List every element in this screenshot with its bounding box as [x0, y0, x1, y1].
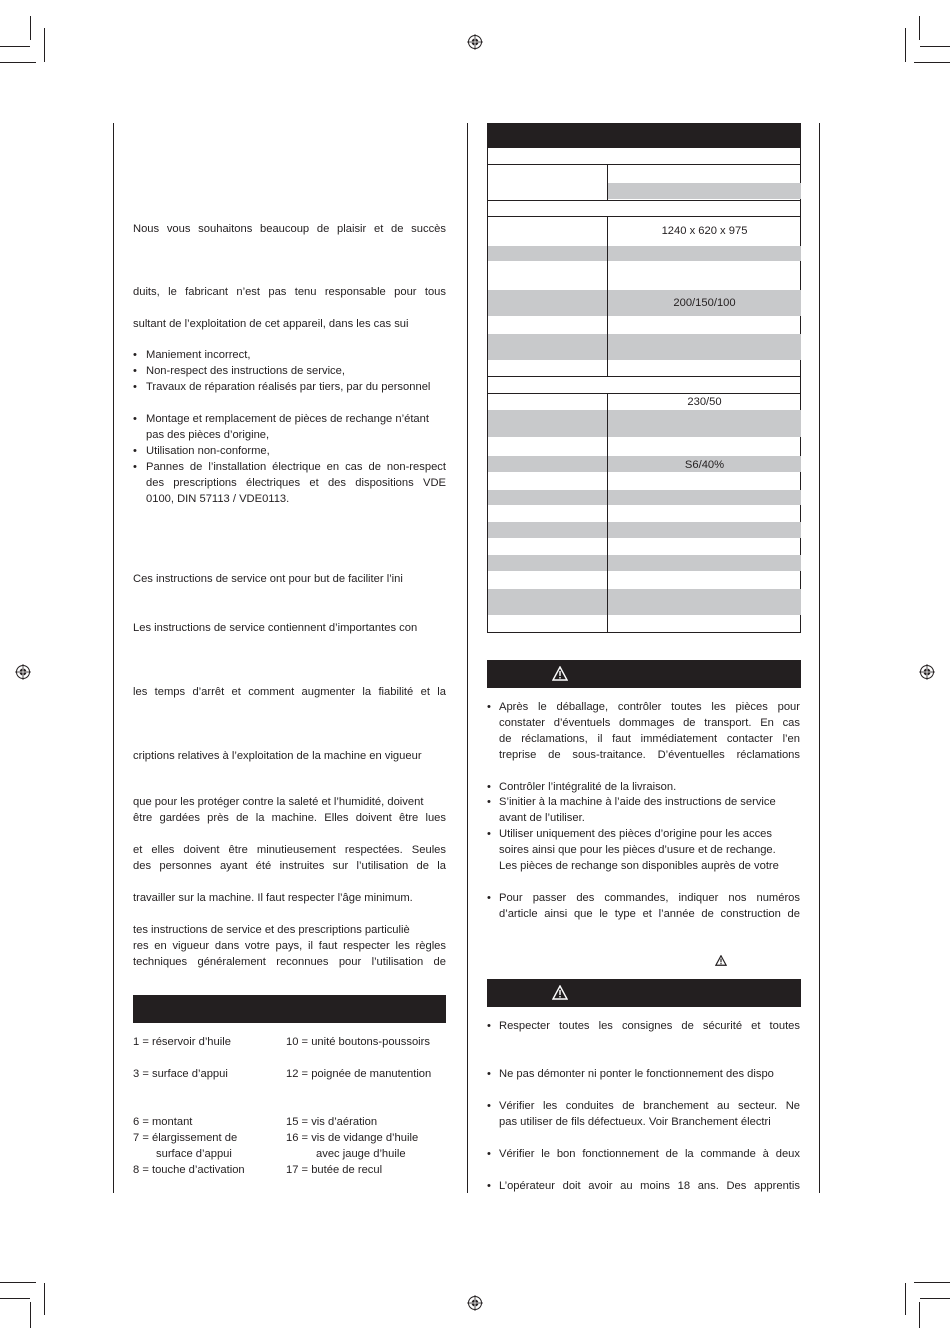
table-rule [488, 164, 801, 165]
body-line: les temps d’arrêt et comment augmenter la fiabilité et la [133, 686, 446, 698]
part-label: 8 = touche d’activation [133, 1164, 245, 1176]
part-label: avec jauge d’huile [316, 1148, 406, 1160]
crop-mark [919, 1302, 920, 1328]
body-line: sultant de l’exploitation de cet appareil, dans les cas sui [133, 318, 409, 330]
body-line: Les instructions de service contiennent d’importantes con [133, 622, 418, 634]
body-line: techniques généralement reconnues pour l’utilisation de [133, 956, 446, 968]
part-label: 6 = montant [133, 1116, 193, 1128]
body-line: criptions relatives à l’exploitation de la machine en vigueur [133, 750, 422, 762]
crop-mark [914, 1282, 950, 1283]
list-item: Vérifier les conduites de branchement au secteur. Ne [499, 1100, 800, 1112]
list-item: Contrôler l’intégralité de la livraison. [499, 781, 677, 793]
crop-mark [905, 1283, 906, 1315]
duty-value: S6/40% [684, 459, 725, 471]
part-label: 10 = unité boutons-poussoirs [286, 1036, 430, 1048]
body-line: res en vigueur dans votre pays, il faut respecter les règles [133, 940, 446, 952]
voltage-value: 230/50 [687, 396, 722, 408]
crop-mark [920, 46, 950, 47]
part-label: 17 = butée de recul [286, 1164, 383, 1176]
list-item: Vérifier le bon fonctionnement de la commande à deux [499, 1148, 800, 1160]
crop-mark [30, 1302, 31, 1328]
list-item: Utilisation non-conforme, [146, 445, 270, 457]
body-line: que pour les protéger contre la saleté et l’humidité, doivent [133, 796, 424, 808]
list-item: Les pièces de rechange son disponibles auprès de votre [499, 860, 779, 872]
part-label: 7 = élargissement de [133, 1132, 238, 1144]
bullet-marker: • [487, 892, 491, 904]
crop-mark [0, 1298, 30, 1299]
table-header-bar [487, 123, 801, 148]
table-divider [607, 394, 608, 633]
bullet-marker: • [133, 381, 137, 393]
column-rule [819, 123, 820, 1193]
table-divider [607, 165, 608, 200]
bullet-marker: • [133, 349, 137, 361]
part-label: 3 = surface d’appui [133, 1068, 228, 1080]
bullet-marker: • [487, 1100, 491, 1112]
registration-mark-icon [467, 1295, 483, 1311]
list-item: Montage et remplacement de pièces de rechange n’étant [146, 413, 429, 425]
table-row-shade [488, 589, 801, 615]
list-item: avant de l’utiliser. [499, 812, 585, 824]
crop-mark [0, 46, 30, 47]
bullet-marker: • [487, 1068, 491, 1080]
registration-mark-icon [15, 664, 31, 680]
bullet-marker: • [487, 1180, 491, 1192]
body-line: et elles doivent être minutieusement respectées. Seules [133, 844, 446, 856]
crop-mark [905, 28, 906, 62]
bullet-marker: • [487, 701, 491, 713]
table-row-shade [488, 246, 801, 261]
warning-icon [552, 985, 568, 1000]
bullet-marker: • [487, 1148, 491, 1160]
list-item: d’article ainsi que le type et l’année de construction de [499, 908, 800, 920]
list-item: Maniement incorrect, [146, 349, 251, 361]
list-item: Pour passer des commandes, indiquer nos numéros [499, 892, 800, 904]
part-label: surface d’appui [156, 1148, 232, 1160]
table-row-shade [488, 334, 801, 360]
list-item: Ne pas démonter ni ponter le fonctionnement des dispo [499, 1068, 774, 1080]
warning-icon [715, 955, 727, 966]
body-line: être gardées près de la machine. Elles doivent être lues [133, 812, 446, 824]
bullet-marker: • [133, 445, 137, 457]
list-item: L’opérateur doit avoir au moins 18 ans. Des apprentis [499, 1180, 800, 1192]
list-item: constater d’éventuels dommages de transport. En cas [499, 717, 800, 729]
list-item: Après le déballage, contrôler toutes les pièces pour [499, 701, 800, 713]
table-rule [488, 376, 801, 377]
list-item: Non-respect des instructions de service, [146, 365, 345, 377]
column-rule [113, 123, 114, 1193]
body-line: tes instructions de service et des prescriptions particuliè [133, 924, 410, 936]
crop-mark [44, 1283, 45, 1315]
crop-mark [920, 1298, 950, 1299]
list-item: de réclamations, il faut immédiatement contacter l’en [499, 733, 800, 745]
crop-mark [0, 1282, 36, 1283]
bullet-marker: • [487, 828, 491, 840]
table-rule [488, 216, 801, 217]
table-row-shade [488, 490, 801, 505]
part-label: 12 = poignée de manutention [286, 1068, 432, 1080]
list-item: soires ainsi que pour les pièces d’usure et de rechange. [499, 844, 776, 856]
table-row-shade [488, 522, 801, 538]
crop-mark [919, 16, 920, 40]
list-item: pas des pièces d’origine, [146, 429, 270, 441]
table-row-shade [488, 410, 801, 437]
part-label: 16 = vis de vidange d’huile [286, 1132, 419, 1144]
body-line: Nous vous souhaitons beaucoup de plaisir et de succès [133, 223, 446, 235]
strokes-value: 200/150/100 [673, 297, 736, 309]
table-row-shade [608, 183, 801, 199]
body-line: duits, le fabricant n’est pas tenu responsable pour tous [133, 286, 446, 298]
part-label: 15 = vis d’aération [286, 1116, 378, 1128]
registration-mark-icon [919, 664, 935, 680]
list-item: Travaux de réparation réalisés par tiers, par du personnel [146, 381, 431, 393]
body-line: travailler sur la machine. Il faut respecter l’âge minimum. [133, 892, 413, 904]
column-rule [467, 123, 468, 1193]
bullet-marker: • [133, 413, 137, 425]
crop-mark [0, 62, 36, 63]
bullet-marker: • [487, 1020, 491, 1032]
list-item: pas utiliser de fils défectueux. Voir Branchement électri [499, 1116, 771, 1128]
list-item: 0100, DIN 57113 / VDE0113. [146, 493, 290, 505]
list-item: Respecter toutes les consignes de sécurité et toutes [499, 1020, 800, 1032]
dimensions-value: 1240 x 620 x 975 [661, 225, 748, 237]
bullet-marker: • [133, 461, 137, 473]
bullet-marker: • [487, 781, 491, 793]
bullet-marker: • [487, 796, 491, 808]
parts-section-header-bar [133, 995, 446, 1023]
warning-icon [552, 666, 568, 681]
crop-mark [914, 62, 950, 63]
table-rule [488, 200, 801, 201]
bullet-marker: • [133, 365, 137, 377]
list-item: des prescriptions électriques et des dispositions VDE [146, 477, 446, 489]
table-row-shade [488, 555, 801, 571]
crop-mark [30, 16, 31, 40]
body-line: des personnes ayant été instruites sur l’utilisation de la [133, 860, 446, 872]
list-item: Pannes de l’installation électrique en cas de non-respect [146, 461, 446, 473]
crop-mark [44, 28, 45, 62]
notice-header-bar [487, 660, 801, 688]
safety-header-bar [487, 979, 801, 1007]
list-item: treprise de sous-traitance. D’éventuelles réclamations [499, 749, 800, 761]
registration-mark-icon [467, 34, 483, 50]
list-item: Utiliser uniquement des pièces d’origine pour les acces [499, 828, 772, 840]
part-label: 1 = réservoir d’huile [133, 1036, 231, 1048]
body-line: Ces instructions de service ont pour but de faciliter l’ini [133, 573, 403, 585]
list-item: S’initier à la machine à l’aide des instructions de service [499, 796, 776, 808]
